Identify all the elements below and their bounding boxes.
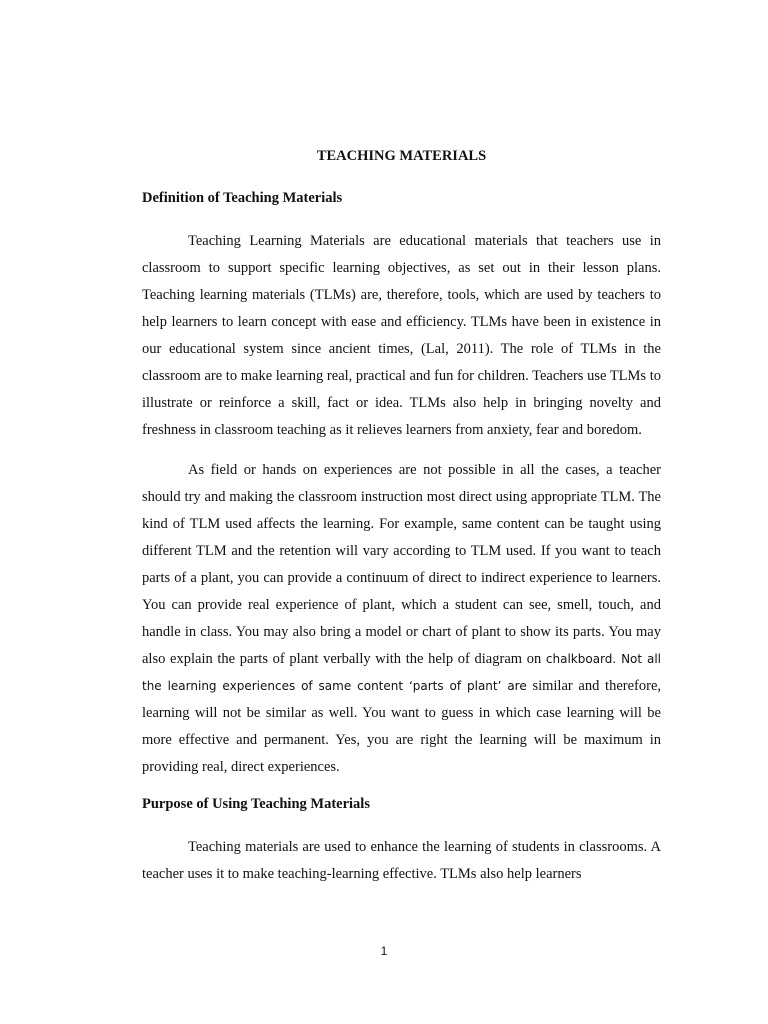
section-heading-definition: Definition of Teaching Materials bbox=[142, 190, 343, 206]
paragraph-part-2-alt-font: chalkboard. Not all the learning experiences of same content ‘parts of plant’ are bbox=[142, 652, 661, 693]
page-content bbox=[142, 146, 661, 901]
page-number: 1 bbox=[380, 944, 388, 958]
page-title: TEACHING MATERIALS bbox=[316, 148, 487, 164]
paragraph-field-experiences bbox=[142, 457, 661, 781]
paragraph-part-1: As field or hands on experiences are not possible in all the cases, a teacher should try and making the classroom instruction most direct using appropriate TLM. The kind of TLM used affects the learning. For example, same content can be taught using different TLM and the retention will vary according to TLM used. If you want to teach parts of a plant, you can provide a continuum of direct to indirect experience to learners. You can provide real experience of plant, which a student can see, smell, touch, and handle in class. You may also bring a model or chart of plant to show its parts. You may also explain the parts of plant verbally with the help of diagram on bbox=[142, 462, 661, 667]
paragraph-purpose: Teaching materials are used to enhance the learning of students in classrooms. A teacher uses it to make teaching-learning effective. TLMs also help learners bbox=[142, 839, 661, 882]
paragraph-definition: Teaching Learning Materials are educational materials that teachers use in classroom to support specific learning objectives, as set out in their lesson plans. Teaching learning materials (TLMs) are, therefore, tools, which are used by teachers to help learners to learn concept with ease and efficiency. TLMs have been in existence in our educational system since ancient times, (Lal, 2011). The role of TLMs in the classroom are to make learning real, practical and fun for children. Teachers use TLMs to illustrate or reinforce a skill, fact or idea. TLMs also help in bringing novelty and freshness in classroom teaching as it relieves learners from anxiety, fear and boredom. bbox=[142, 233, 661, 438]
section-heading-purpose: Purpose of Using Teaching Materials bbox=[142, 796, 370, 812]
paragraph-part-3: similar and therefore, learning will not be similar as well. You want to guess in which case learning will be more effective and permanent. Yes, you are right the learning will be maximum in providing real, direct experiences. bbox=[142, 678, 662, 775]
